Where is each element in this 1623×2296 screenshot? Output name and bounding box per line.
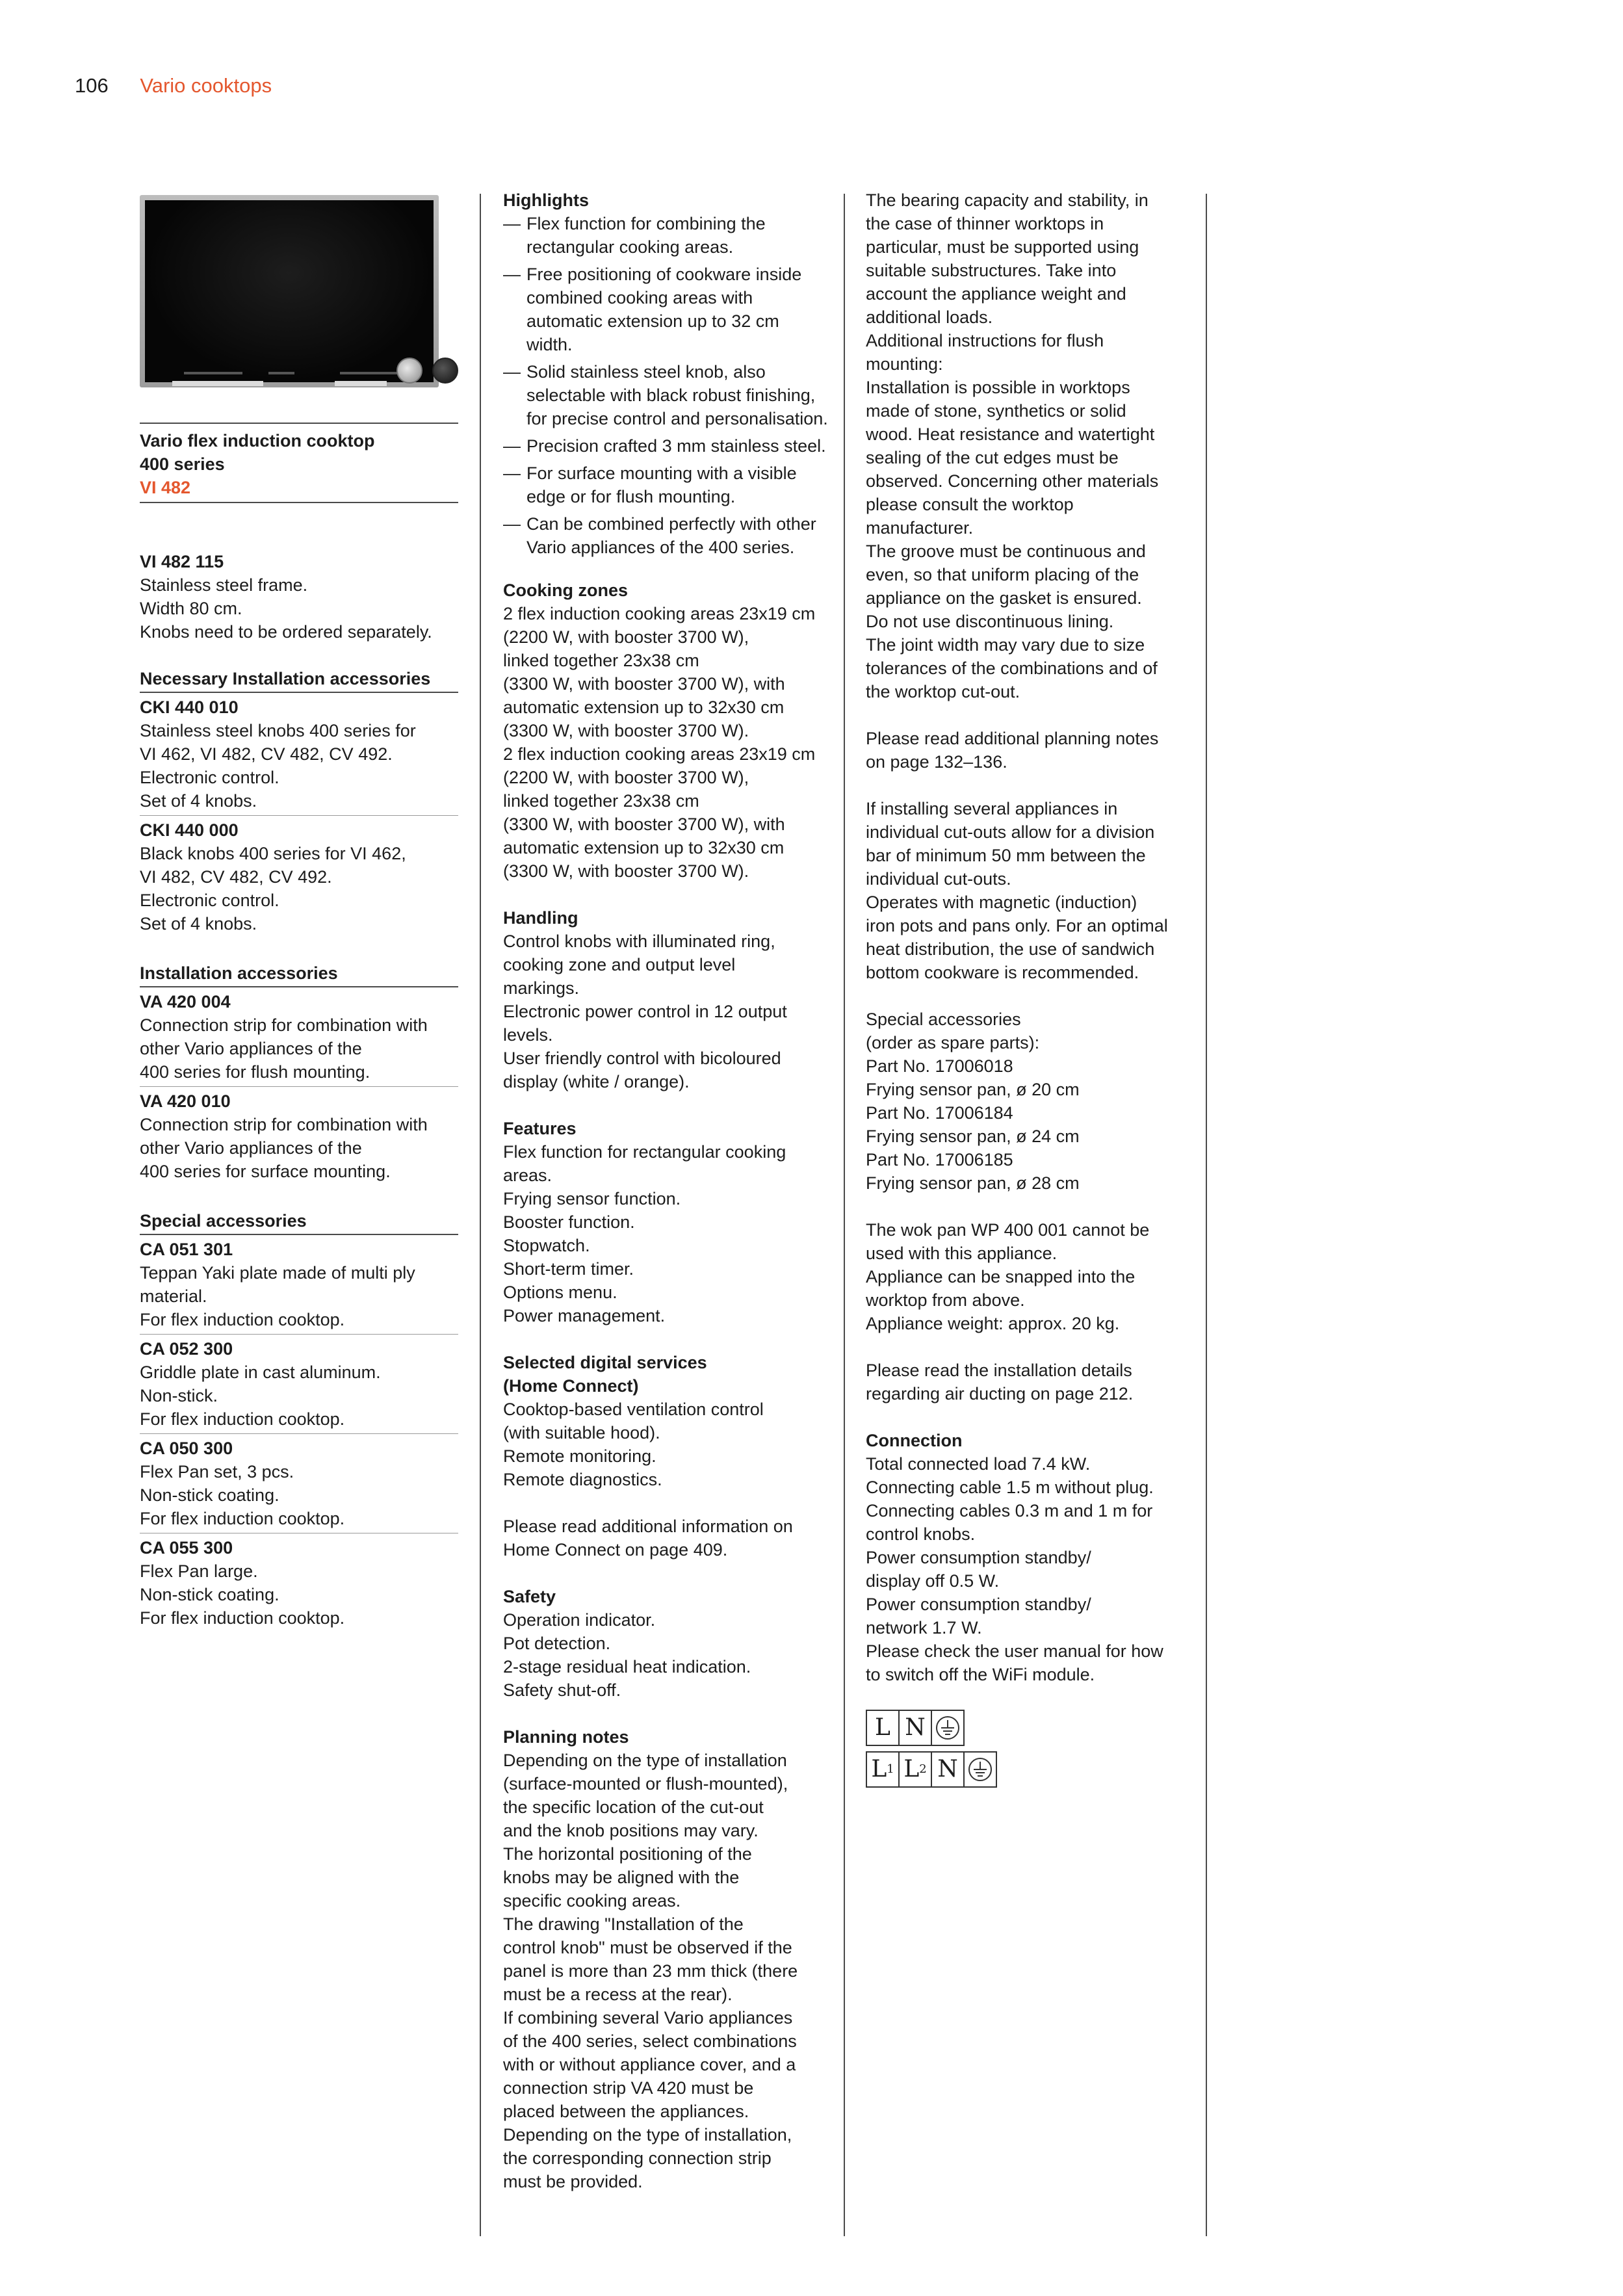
text-line: Installation is possible in worktops (866, 378, 1130, 397)
text-line: of the 400 series, select combinations (503, 2031, 797, 2051)
text-line: appliance on the gasket is ensured. (866, 588, 1142, 608)
text-line: the case of thinner worktops in (866, 214, 1104, 233)
accessory-item (140, 1536, 458, 1632)
cooking-zones-heading: Cooking zones (503, 581, 629, 600)
text-line: Please read the installation details (866, 1361, 1132, 1380)
accessory-line: VI 482, CV 482, CV 492. (140, 867, 332, 887)
text-line: Do not use discontinuous lining. (866, 612, 1114, 631)
air-ducting-note (866, 1359, 1191, 1405)
text-line: linked together 23x38 cm (503, 791, 699, 811)
text-line: The groove must be continuous and (866, 541, 1146, 561)
text-line: Please check the user manual for how (866, 1641, 1163, 1661)
highlight-item: — Free positioning of cookware inside combined cooking areas with automatic extension up to 32 cm width. (503, 263, 828, 356)
text-line: Operates with magnetic (induction) (866, 893, 1137, 912)
features-section (503, 1117, 828, 1327)
text-line: Appliance can be snapped into the (866, 1267, 1136, 1286)
text-line: iron pots and pans only. For an optimal (866, 916, 1168, 935)
text-line: 2 flex induction cooking areas 23x19 cm (503, 604, 816, 623)
accessory-code: CA 050 300 (140, 1439, 233, 1458)
text-line: Total connected load 7.4 kW. (866, 1454, 1091, 1474)
text-line: observed. Concerning other materials (866, 471, 1159, 491)
text-line: automatic extension up to 32x30 cm (503, 838, 785, 857)
installation-accessories (140, 961, 458, 1186)
text-line: 2 flex induction cooking areas 23x19 cm (503, 744, 816, 764)
accessory-code: CA 052 300 (140, 1339, 233, 1359)
variant-block (140, 550, 458, 644)
text-line: Power consumption standby/ (866, 1548, 1091, 1567)
accessory-line: For flex induction cooktop. (140, 1409, 345, 1429)
text-line: bar of minimum 50 mm between the (866, 846, 1146, 865)
text-line: Flex function for rectangular cooking (503, 1142, 786, 1162)
column-1 (140, 189, 458, 1635)
text-line: Please read additional planning notes (866, 729, 1159, 748)
accessory-line: Stainless steel knobs 400 series for (140, 721, 416, 740)
text-line: Appliance weight: approx. 20 kg. (866, 1314, 1120, 1333)
accessory-line: material. (140, 1286, 207, 1306)
text-line: Frying sensor pan, ø 28 cm (866, 1173, 1080, 1193)
column-2 (503, 189, 828, 2193)
text-line: particular, must be supported using (866, 237, 1139, 257)
text-line: Frying sensor pan, ø 24 cm (866, 1127, 1080, 1146)
steel-knob-icon (396, 358, 422, 384)
black-knob-icon (432, 358, 458, 384)
text-line: (order as spare parts): (866, 1033, 1040, 1052)
text-line: must be a recess at the rear). (503, 1985, 733, 2004)
accessory-line: VI 462, VI 482, CV 482, CV 492. (140, 744, 393, 764)
text-line: the corresponding connection strip (503, 2148, 772, 2168)
text-line: Operation indicator. (503, 1610, 656, 1630)
text-line: Remote diagnostics. (503, 1470, 662, 1489)
accessory-item (140, 1238, 458, 1335)
accessory-line: Set of 4 knobs. (140, 914, 257, 933)
text-line: the specific location of the cut-out (503, 1797, 764, 1817)
spare-parts-note (866, 1008, 1191, 1195)
accessory-line: Flex Pan set, 3 pcs. (140, 1462, 294, 1481)
accessory-item (140, 990, 458, 1087)
text-line: control knob" must be observed if the (503, 1938, 792, 1957)
text-line: suitable substructures. Take into (866, 261, 1117, 280)
text-line: used with this appliance. (866, 1244, 1058, 1263)
text-line: to switch off the WiFi module. (866, 1665, 1095, 1684)
text-line: Frying sensor pan, ø 20 cm (866, 1080, 1080, 1099)
text-line: Part No. 17006184 (866, 1103, 1013, 1123)
accessory-item (140, 818, 458, 938)
safety-heading: Safety (503, 1587, 556, 1606)
text-line: Booster function. (503, 1212, 635, 1232)
terminal-subscript: 2 (919, 1762, 927, 1776)
text-line: display off 0.5 W. (866, 1571, 1000, 1591)
highlights-list (503, 212, 828, 559)
text-line: Depending on the type of installation, (503, 2125, 792, 2145)
special-accessories-heading: Special accessories (140, 1209, 458, 1235)
terminal-l2 (898, 1751, 932, 1788)
terminal-row (866, 1751, 1191, 1788)
accessory-code: VA 420 010 (140, 1091, 231, 1111)
page-number: 106 (75, 74, 109, 97)
accessory-item (140, 1337, 458, 1434)
text-line: Connecting cables 0.3 m and 1 m for (866, 1501, 1153, 1520)
cooking-zones-section (503, 579, 828, 883)
text-line: please consult the worktop (866, 495, 1074, 514)
text-line: display (white / orange). (503, 1072, 690, 1091)
accessory-line: Non-stick coating. (140, 1585, 279, 1604)
accessory-line: For flex induction cooktop. (140, 1310, 345, 1329)
accessory-line: 400 series for flush mounting. (140, 1062, 370, 1082)
text-line: account the appliance weight and (866, 284, 1126, 304)
accessory-code: CKI 440 010 (140, 698, 239, 717)
text-line: bottom cookware is recommended. (866, 963, 1139, 982)
planning-reference (866, 727, 1191, 774)
connection-heading: Connection (866, 1431, 963, 1450)
ground-icon (963, 1751, 997, 1788)
text-line: Part No. 17006185 (866, 1150, 1013, 1169)
text-line: (2200 W, with booster 3700 W), (503, 768, 749, 787)
text-line: The drawing "Installation of the (503, 1914, 744, 1934)
text-line: Pot detection. (503, 1634, 611, 1653)
variant-line: Stainless steel frame. (140, 575, 308, 595)
product-model: VI 482 (140, 478, 191, 497)
terminal-l1 (866, 1751, 900, 1788)
highlight-item: — Can be combined perfectly with other Vario appliances of the 400 series. (503, 512, 828, 559)
terminal-label: L (875, 1714, 890, 1741)
column-divider (844, 194, 845, 2236)
highlights-heading: Highlights (503, 190, 589, 210)
text-line: tolerances of the combinations and of (866, 659, 1158, 678)
text-line: worktop from above. (866, 1290, 1025, 1310)
ground-icon (931, 1710, 965, 1746)
text-line: Power consumption standby/ (866, 1595, 1091, 1614)
accessory-code: CA 051 301 (140, 1240, 233, 1259)
digital-services-heading: Selected digital services (503, 1353, 707, 1372)
terminal-label: L (871, 1756, 887, 1782)
highlights-section (503, 189, 828, 559)
digital-services-section (503, 1351, 828, 1491)
column-divider (1206, 194, 1207, 2236)
variant-line: Knobs need to be ordered separately. (140, 622, 432, 642)
wok-note (866, 1218, 1191, 1335)
column-divider (480, 194, 481, 2236)
text-line: (3300 W, with booster 3700 W), with (503, 815, 785, 834)
accessory-line: other Vario appliances of the (140, 1039, 362, 1058)
highlight-item: — Precision crafted 3 mm stainless steel. (503, 434, 828, 458)
text-line: Additional instructions for flush (866, 331, 1104, 350)
text-line: automatic extension up to 32x30 cm (503, 698, 785, 717)
product-name: Vario flex induction cooktop (140, 431, 375, 450)
text-line: made of stone, synthetics or solid (866, 401, 1126, 421)
text-line: The horizontal positioning of the (503, 1844, 752, 1864)
text-line: The joint width may vary due to size (866, 635, 1145, 655)
connection-section (866, 1429, 1191, 1686)
accessory-line: Teppan Yaki plate made of multi ply (140, 1263, 415, 1283)
variant-code: VI 482 115 (140, 552, 224, 571)
text-line: connection strip VA 420 must be (503, 2078, 754, 2098)
several-appliances-note (866, 797, 1191, 984)
text-line: Depending on the type of installation (503, 1751, 787, 1770)
terminal-label: N (905, 1714, 926, 1741)
text-line: (2200 W, with booster 3700 W), (503, 627, 749, 647)
text-line: Safety shut-off. (503, 1680, 621, 1700)
accessory-line: other Vario appliances of the (140, 1138, 362, 1158)
accessory-item (140, 1437, 458, 1533)
column-3 (866, 189, 1191, 1793)
accessory-code: CKI 440 000 (140, 820, 239, 840)
text-line: levels. (503, 1025, 553, 1045)
accessory-code: VA 420 004 (140, 992, 231, 1011)
text-line: Special accessories (866, 1010, 1021, 1029)
text-line: linked together 23x38 cm (503, 651, 699, 670)
product-series: 400 series (140, 454, 225, 474)
necessary-accessories (140, 667, 458, 938)
text-line: Short-term timer. (503, 1259, 634, 1279)
text-line: individual cut-outs allow for a division (866, 822, 1155, 842)
text-line: (surface-mounted or flush-mounted), (503, 1774, 788, 1794)
highlight-item: — For surface mounting with a visible edge or for flush mounting. (503, 462, 828, 508)
text-line: panel is more than 23 mm thick (there (503, 1961, 798, 1981)
terminal-l (866, 1710, 900, 1746)
accessory-line: 400 series for surface mounting. (140, 1162, 391, 1181)
text-line: Connecting cable 1.5 m without plug. (866, 1478, 1154, 1497)
accessory-line: Electronic control. (140, 768, 279, 787)
planning-notes-heading: Planning notes (503, 1727, 629, 1747)
accessory-line: Non-stick. (140, 1386, 218, 1405)
text-line: Frying sensor function. (503, 1189, 681, 1208)
text-line: User friendly control with bicoloured (503, 1049, 781, 1068)
text-line: and the knob positions may vary. (503, 1821, 759, 1840)
text-line: areas. (503, 1166, 552, 1185)
text-line: control knobs. (866, 1524, 976, 1544)
text-line: specific cooking areas. (503, 1891, 681, 1911)
text-line: mounting: (866, 354, 943, 374)
special-accessories (140, 1209, 458, 1632)
terminal-label: L (903, 1756, 920, 1782)
text-line: Power management. (503, 1306, 666, 1325)
page-header (75, 73, 272, 99)
digital-services-subheading: (Home Connect) (503, 1376, 639, 1396)
product-image (140, 189, 465, 423)
text-line: Please read additional information on (503, 1517, 793, 1536)
accessory-line: For flex induction cooktop. (140, 1509, 345, 1528)
text-line: must be provided. (503, 2172, 643, 2191)
product-title-box (140, 423, 458, 503)
text-line: 2-stage residual heat indication. (503, 1657, 751, 1676)
text-line: manufacturer. (866, 518, 974, 538)
accessory-item (140, 1089, 458, 1186)
installation-accessories-heading: Installation accessories (140, 961, 458, 987)
text-line: additional loads. (866, 307, 993, 327)
text-line: the worktop cut-out. (866, 682, 1020, 701)
accessory-line: For flex induction cooktop. (140, 1608, 345, 1628)
necessary-accessories-heading: Necessary Installation accessories (140, 667, 458, 693)
terminal-n (931, 1751, 965, 1788)
text-line: placed between the appliances. (503, 2102, 749, 2121)
accessory-code: CA 055 300 (140, 1538, 233, 1558)
text-line: If combining several Vario appliances (503, 2008, 793, 2028)
text-line: Part No. 17006018 (866, 1056, 1013, 1076)
accessory-line: Flex Pan large. (140, 1561, 258, 1581)
accessory-line: Non-stick coating. (140, 1485, 279, 1505)
variant-line: Width 80 cm. (140, 599, 242, 618)
highlight-item: — Solid stainless steel knob, also selectable with black robust finishing, for precise control and personalisation. (503, 360, 828, 430)
cooktop-illustration (140, 195, 439, 387)
text-line: (3300 W, with booster 3700 W), with (503, 674, 785, 694)
text-line: network 1.7 W. (866, 1618, 982, 1637)
text-line: with or without appliance cover, and a (503, 2055, 796, 2074)
handling-section (503, 906, 828, 1093)
text-line: (3300 W, with booster 3700 W). (503, 721, 749, 740)
accessory-line: Black knobs 400 series for VI 462, (140, 844, 406, 863)
accessory-line: Griddle plate in cast aluminum. (140, 1363, 381, 1382)
planning-notes-section (503, 1725, 828, 2193)
text-line: The bearing capacity and stability, in (866, 190, 1149, 210)
terminal-diagram (866, 1710, 1191, 1788)
text-line: Stopwatch. (503, 1236, 590, 1255)
text-line: sealing of the cut edges must be (866, 448, 1119, 467)
section-title: Vario cooktops (140, 74, 272, 97)
text-line: regarding air ducting on page 212. (866, 1384, 1134, 1403)
text-line: Electronic power control in 12 output (503, 1002, 787, 1021)
text-line: Home Connect on page 409. (503, 1540, 728, 1559)
text-line: heat distribution, the use of sandwich (866, 939, 1155, 959)
text-line: markings. (503, 978, 580, 998)
accessory-line: Connection strip for combination with (140, 1115, 428, 1134)
text-line: individual cut-outs. (866, 869, 1011, 889)
safety-section (503, 1585, 828, 1702)
text-line: Control knobs with illuminated ring, (503, 932, 775, 951)
text-line: even, so that uniform placing of the (866, 565, 1139, 584)
accessory-item (140, 696, 458, 816)
installation-notes (866, 189, 1191, 703)
text-line: cooking zone and output level (503, 955, 736, 974)
terminal-label: N (937, 1756, 958, 1782)
text-line: (with suitable hood). (503, 1423, 660, 1442)
text-line: The wok pan WP 400 001 cannot be (866, 1220, 1150, 1240)
text-line: Cooktop-based ventilation control (503, 1400, 764, 1419)
text-line: Remote monitoring. (503, 1446, 656, 1466)
highlight-item: — Flex function for combining the rectangular cooking areas. (503, 212, 828, 259)
accessory-line: Set of 4 knobs. (140, 791, 257, 811)
text-line: wood. Heat resistance and watertight (866, 424, 1155, 444)
home-connect-note (503, 1515, 828, 1561)
text-line: on page 132–136. (866, 752, 1007, 772)
text-line: (3300 W, with booster 3700 W). (503, 861, 749, 881)
handling-heading: Handling (503, 908, 578, 928)
features-heading: Features (503, 1119, 577, 1138)
text-line: Options menu. (503, 1283, 617, 1302)
terminal-n (898, 1710, 932, 1746)
accessory-line: Connection strip for combination with (140, 1015, 428, 1035)
terminal-subscript: 1 (887, 1762, 894, 1776)
accessory-line: Electronic control. (140, 891, 279, 910)
terminal-row (866, 1710, 1191, 1746)
text-line: If installing several appliances in (866, 799, 1118, 818)
text-line: knobs may be aligned with the (503, 1868, 740, 1887)
